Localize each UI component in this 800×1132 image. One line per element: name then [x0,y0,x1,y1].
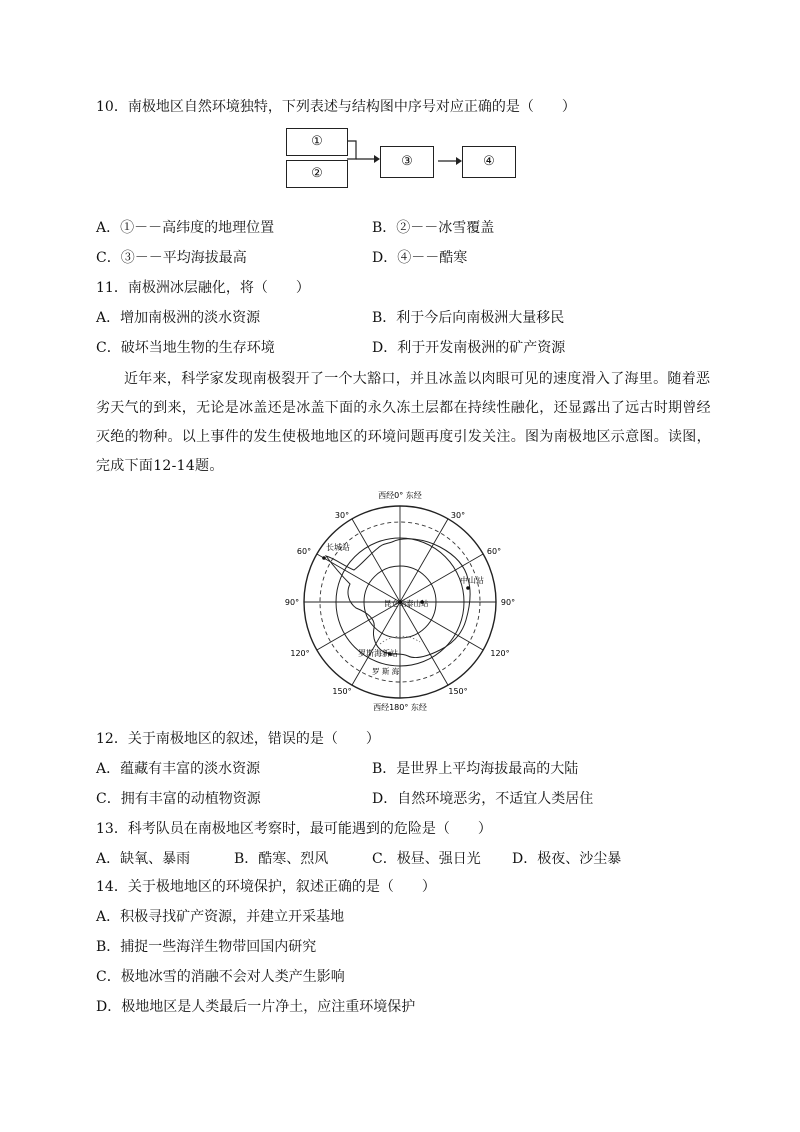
station-kunlun: 昆仑站 [384,599,407,608]
q14-option-b: B．捕捉一些海洋生物带回国内研究 [96,939,317,955]
q13-stem: 13．科考队员在南极地区考察时，最可能遇到的危险是（ ） [96,821,492,837]
station-luosihai: 罗斯海新站 [358,649,398,658]
map-lon-30-right: 30° [450,511,466,520]
map-lon-150-right: 150° [448,687,468,696]
q14-option-a: A．积极寻找矿产资源，并建立开采基地 [96,909,345,925]
q12-option-c: C．拥有丰富的动植物资源 [96,791,261,807]
q10-option-d: D．④－－酷寒 [372,250,468,266]
diagram-box-1: ① [286,128,348,156]
q14-option-c: C．极地冰雪的消融不会对人类产生影响 [96,969,345,985]
diagram-arrow [432,155,462,167]
q10-stem: 10．南极地区自然环境独特，下列表述与结构图中序号对应正确的是（ ） [96,99,576,115]
map-lon-120-right: 120° [490,649,510,658]
station-taishan: 泰山站 [406,599,429,608]
diagram-box-3: ③ [380,146,434,178]
diagram-box-2: ② [286,160,348,188]
q11-stem: 11．南极洲冰层融化，将（ ） [96,280,310,296]
map-ross-sea: 罗 斯 海 [372,667,400,676]
q12-option-a: A．蕴藏有丰富的淡水资源 [96,761,261,777]
q14-option-d: D．极地地区是人类最后一片净土，应注重环境保护 [96,999,416,1015]
q12-option-d: D．自然环境恶劣，不适宜人类居住 [372,791,594,807]
map-top-label: 西经0° 东经 [378,491,422,500]
q11-option-b: B．利于今后向南极洲大量移民 [372,310,565,326]
antarctica-map [280,484,520,714]
q11-option-c: C．破坏当地生物的生存环境 [96,340,275,356]
q13-option-d: D．极夜、沙尘暴 [512,851,622,867]
map-lon-90-left: 90° [284,598,300,607]
station-changcheng: 长城站 [326,543,350,552]
diagram-bracket-arrow [346,128,380,188]
q13-option-c: C．极昼、强日光 [372,851,481,867]
map-lon-150-left: 150° [332,687,352,696]
map-lon-60-right: 60° [486,547,502,556]
q10-option-c: C．③－－平均海拔最高 [96,250,247,266]
q10-option-a: A．①－－高纬度的地理位置 [96,220,275,236]
map-bottom-label: 西经180° 东经 [373,703,427,712]
q12-stem: 12．关于南极地区的叙述，错误的是（ ） [96,731,380,747]
reading-passage: 近年来，科学家发现南极裂开了一个大豁口，并且冰盖以肉眼可见的速度滑入了海里。随着恶劣天气的到来，无论是冰盖还是冰盖下面的永久冻土层都在持续性融化，还显露出了远古时期曾经灭绝的物种。以上事件的发生使极地地区的环境问题再度引发关注。图为南极地区示意图。读图，完成下面12-14题。 [96,371,711,474]
q14-stem: 14．关于极地地区的环境保护，叙述正确的是（ ） [96,879,436,895]
q13-option-a: A．缺氧、暴雨 [96,851,191,867]
q13-option-b: B．酷寒、烈风 [234,851,329,867]
station-zhongshan: 中山站 [460,576,484,585]
q12-option-b: B．是世界上平均海拔最高的大陆 [372,761,579,777]
map-lon-60-left: 60° [296,547,312,556]
diagram-box-4: ④ [462,146,516,178]
map-lon-120-left: 120° [290,649,310,658]
q10-option-b: B．②－－冰雪覆盖 [372,220,495,236]
map-lon-30-left: 30° [334,511,350,520]
map-lon-90-right: 90° [500,598,516,607]
q11-option-a: A．增加南极洲的淡水资源 [96,310,261,326]
q11-option-d: D．利于开发南极洲的矿产资源 [372,340,566,356]
